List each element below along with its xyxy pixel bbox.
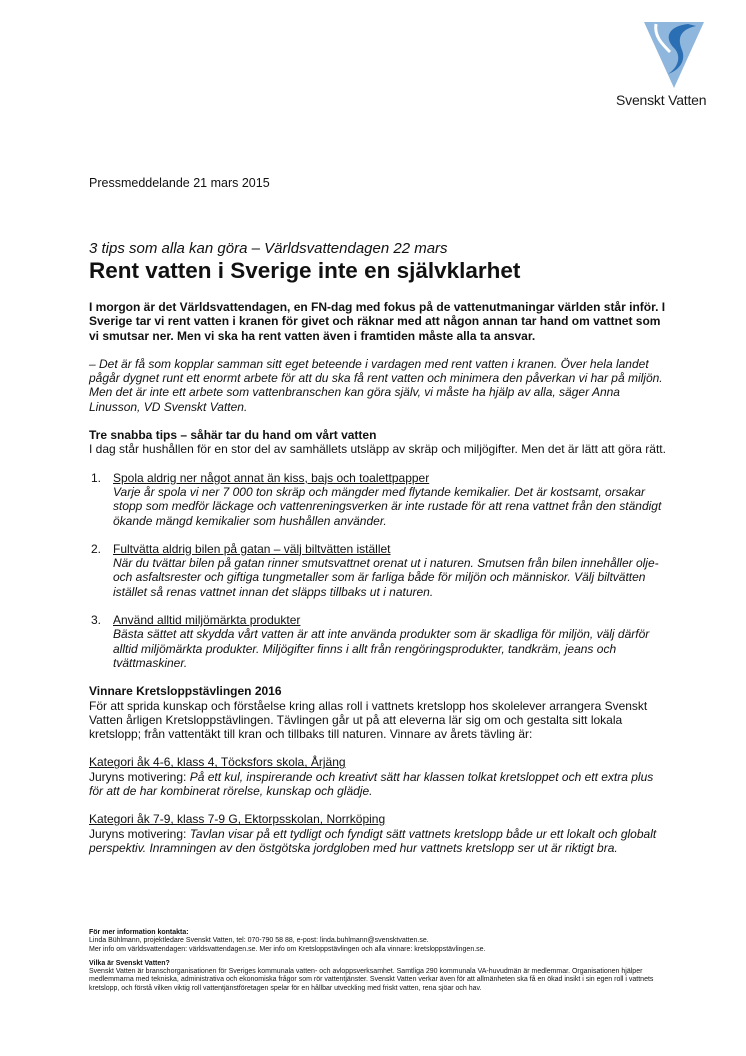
tip-title: Använd alltid miljömärkta produkter xyxy=(113,613,301,628)
contest-category xyxy=(89,755,669,798)
tip-item xyxy=(89,613,669,670)
tip-text: Varje år spola vi ner 7 000 ton skräp och mängder med flytande kemikalier. Det är kostsamt, orsakar stopp som medför läckage och vattenreningsverken är inte rustade för att rena vattnet från den ständigt ökande mängd kemikalier som hushållen använder. xyxy=(113,484,662,528)
about-heading: Vilka är Svenskt Vatten? xyxy=(89,959,170,967)
tip-title: Fultvätta aldrig bilen på gatan – välj biltvätten istället xyxy=(113,541,391,556)
footer xyxy=(89,929,669,993)
article xyxy=(89,240,669,855)
tip-item xyxy=(89,542,669,599)
tip-title: Spola aldrig ner något annat än kiss, bajs och toalettpapper xyxy=(113,470,430,485)
tip-text: Bästa sättet att skydda vårt vatten är att inte använda produkter som är skadliga för miljön, välj därför alltid miljömärkta produkter. Miljögifter finns i allt från rengöringsprodukter, tandkräm, jeans och tvättmaskiner. xyxy=(113,627,650,670)
svenskt-vatten-logo xyxy=(610,22,720,112)
quote-attribution: säger Anna Linusson, VD Svenskt Vatten. xyxy=(89,385,620,414)
quote-paragraph xyxy=(89,357,669,414)
contest-heading: Vinnare Kretsloppstävlingen 2016 xyxy=(89,684,282,699)
motivation-label: Juryns motivering: xyxy=(89,826,190,841)
motivation-text: På ett kul, inspirerande och kreativt sätt har klassen tolkat kretsloppet och ett extra plus för att de har kombinerat rörelse, kunskap och glädje. xyxy=(89,769,654,799)
category-title: Kategori åk 4-6, klass 4, Töcksfors skola, Årjäng xyxy=(89,755,346,770)
tips-intro: I dag står hushållen för en stor del av samhällets utsläpp av skräp och miljögifter. Men det är lätt att göra rätt. xyxy=(89,442,666,457)
tips-list xyxy=(89,471,669,671)
quote-text: – Det är få som kopplar samman sitt eget beteende i vardagen med rent vatten i kranen. Över hela landet pågår dygnet runt ett enormt arbete för att du ska få rent vatten och minimera den påverkan vi har på miljön. Men det är inte ett arbete som vattenbranschen kan göra själv, vi måste ha hjälp av alla, xyxy=(89,356,663,400)
contact-heading: För mer information kontakta: xyxy=(89,929,189,936)
category-title: Kategori åk 7-9, klass 7-9 G, Ektorpsskolan, Norrköping xyxy=(89,812,386,827)
tip-text: När du tvättar bilen på gatan rinner smutsvattnet orenat ut i naturen. Smutsen från bilen innehåller olje- och asfaltsrester och giftiga tungmetaller som är farliga både för miljön och människor. Välj biltvätten istället så renas vattnet innan det släpps tillbaks ut i naturen. xyxy=(113,556,659,599)
about-text: Svenskt Vatten är branschorganisationen för Sveriges kommunala vatten- och avloppsverksamhet. Samtliga 290 kommunala VA-huvudmän är medlemmar. Organisationen hjälper medlemmarna med tekniska, administrativa och ekonomiska frågor som rör vattentjänster. Svenskt Vatten verkar även för att allmänheten ska få en ökad insikt i sin egen roll i vattnets kretslopp, och förstå vilken viktig roll vattentjänstföretagen spelar för en hållbar utveckling med friskt vatten, rena sjöar och hav. xyxy=(89,968,654,992)
lead-paragraph: I morgon är det Världsvattendagen, en FN-dag med fokus på de vattenutmaningar världen står inför. I Sverige tar vi rent vatten i kranen för givet och räknar med att någon annan tar hand om vattnet som vi smutsar ner. Men vi ska ha rent vatten även i framtiden måste alla ta ansvar. xyxy=(89,300,666,343)
contest-category xyxy=(89,812,669,855)
contact-line: Mer info om världsvattendagen: världsvattendagen.se. Mer info om Kretsloppstävlingen och alla vinnare: kretsloppstävlingen.se. xyxy=(89,945,486,953)
contest-intro: För att sprida kunskap och förståelse kring allas roll i vattnets kretslopp hos skolelever arrangera Svenskt Vatten årligen Kretsloppstävlingen. Tävlingen går ut på att eleverna lär sig om och gestalta sitt lokala kretslopp; från vattentäkt till kran och tillbaks till naturen. Vinnare av årets tävling är: xyxy=(89,698,648,742)
press-release-date: Pressmeddelande 21 mars 2015 xyxy=(89,176,270,190)
tips-heading: Tre snabba tips – såhär tar du hand om vårt vatten xyxy=(89,428,377,443)
motivation-label: Juryns motivering: xyxy=(89,769,190,784)
tip-number: 3. xyxy=(91,613,102,628)
category-motivation xyxy=(89,770,669,799)
article-subtitle: 3 tips som alla kan göra – Världsvattendagen 22 mars xyxy=(89,240,448,257)
tip-item xyxy=(89,471,669,528)
tip-number: 1. xyxy=(91,470,102,485)
contact-line: Linda Bühlmann, projektledare Svenskt Vatten, tel: 070-790 58 88, e-post: linda.buhlmann@svensktvatten.se. xyxy=(89,937,429,945)
category-motivation xyxy=(89,827,669,856)
logo-icon xyxy=(644,22,704,88)
motivation-text: Tavlan visar på ett tydligt och fyndigt sätt vattnets kretslopp både ur ett lokalt och globalt perspektiv. Inramningen av den östgötska jordgloben med hur vattnets kretslopp ser ut är riktigt bra. xyxy=(89,826,657,855)
article-title: Rent vatten i Sverige inte en självklarhet xyxy=(89,258,521,283)
logo-wordmark: Svenskt Vatten xyxy=(616,92,707,108)
tip-number: 2. xyxy=(91,541,102,556)
